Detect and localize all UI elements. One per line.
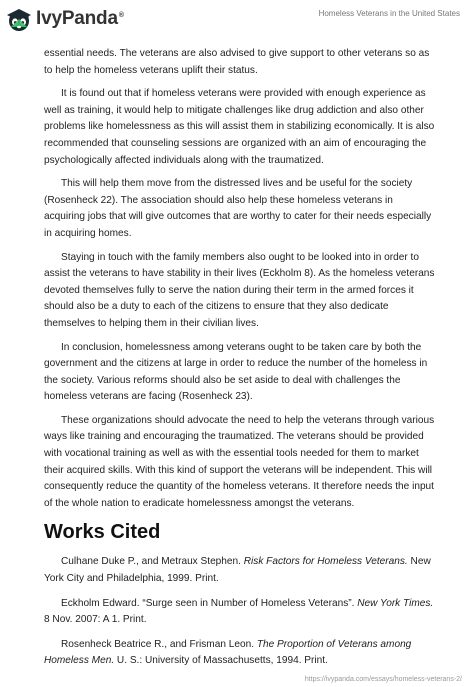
document-title: Homeless Veterans in the United States [318,9,460,18]
paragraph: It is found out that if homeless veterans were provided with enough experience as well as training, it would help to mitigate challenges like drug addiction and also other problems like homelessness as this will assist them in stabilizing economically. It is also recommended that counseling sessions are organized with an aim of encouraging the psychologically affected individuals along with the traumatized. [44,88,435,166]
source-url[interactable]: https://ivypanda.com/essays/homeless-veterans-2/ [304,676,462,683]
ivypanda-logo[interactable] [6,6,124,32]
paragraph: Staying in touch with the family members also ought to be looked into in order to assist the veterans to have stability in their lives (Eckholm 8). As the homeless veterans devoted themselves fully to serve the nation during their term in the armed forces it should also be a duty to each of the citizens to ensure that they also dedicate themselves to helping them in their civilian lives. [44,251,435,329]
works-cited-heading: Works Cited [44,521,161,544]
citation-entry [44,637,436,670]
panda-graduation-cap-icon [6,6,32,32]
citation-title: Risk Factors for Homeless Veterans. [243,556,408,568]
paragraph: essential needs. The veterans are also advised to give support to other veterans so as to help the homeless veterans uplift their status. [44,48,430,76]
citation-authors: Rosenheck Beatrice R., and Frisman Leon. [61,638,257,650]
citation-authors: Culhane Duke P., and Metraux Stephen. [61,556,244,568]
logo-text: IvyPanda [36,8,118,29]
citation-publication: New York City and Philadelphia, 1999. Print. [44,556,431,585]
citation-publication: 8 Nov. 2007: A 1. Print. [44,614,147,626]
essay-body [44,46,436,678]
citation-entry [44,596,436,629]
citation-publication: U. S.: University of Massachusetts, 1994. Print. [114,655,328,667]
citation-authors: Eckholm Edward. “Surge seen in Number of Homeless Veterans”. [61,597,358,609]
registered-mark: ® [118,11,124,19]
citation-entry [44,554,436,587]
citation-title: The Proportion of Veterans among Homeless Men. [44,638,412,667]
page-header [0,0,474,36]
paragraph: This will help them move from the distressed lives and be useful for the society (Rosenheck 22). The association should also help these homeless veterans in acquiring jobs that will give outcomes that are worthy to cater for their needs especially in acquiring homes. [44,178,432,239]
paragraph: These organizations should advocate the need to help the veterans through various ways like training and encouraging the traumatized. The veterans should be provided with vocational training as well as with the essential tools needed for them to market their acquired skills. With this kind of support the veterans will be independent. This will consequently reduce the quantity of the homeless veterans. It therefore needs the input of the whole nation to eradicate homelessness amongst the veterans. [44,414,435,509]
citation-title: New York Times. [357,597,434,609]
paragraph: In conclusion, homelessness among veterans ought to be taken care by both the government and the citizens at large in order to reduce the number of the homeless in the society. Various reforms should also be set aside to deal with challenges the homeless veterans are facing (Rosenheck 23). [44,341,428,403]
